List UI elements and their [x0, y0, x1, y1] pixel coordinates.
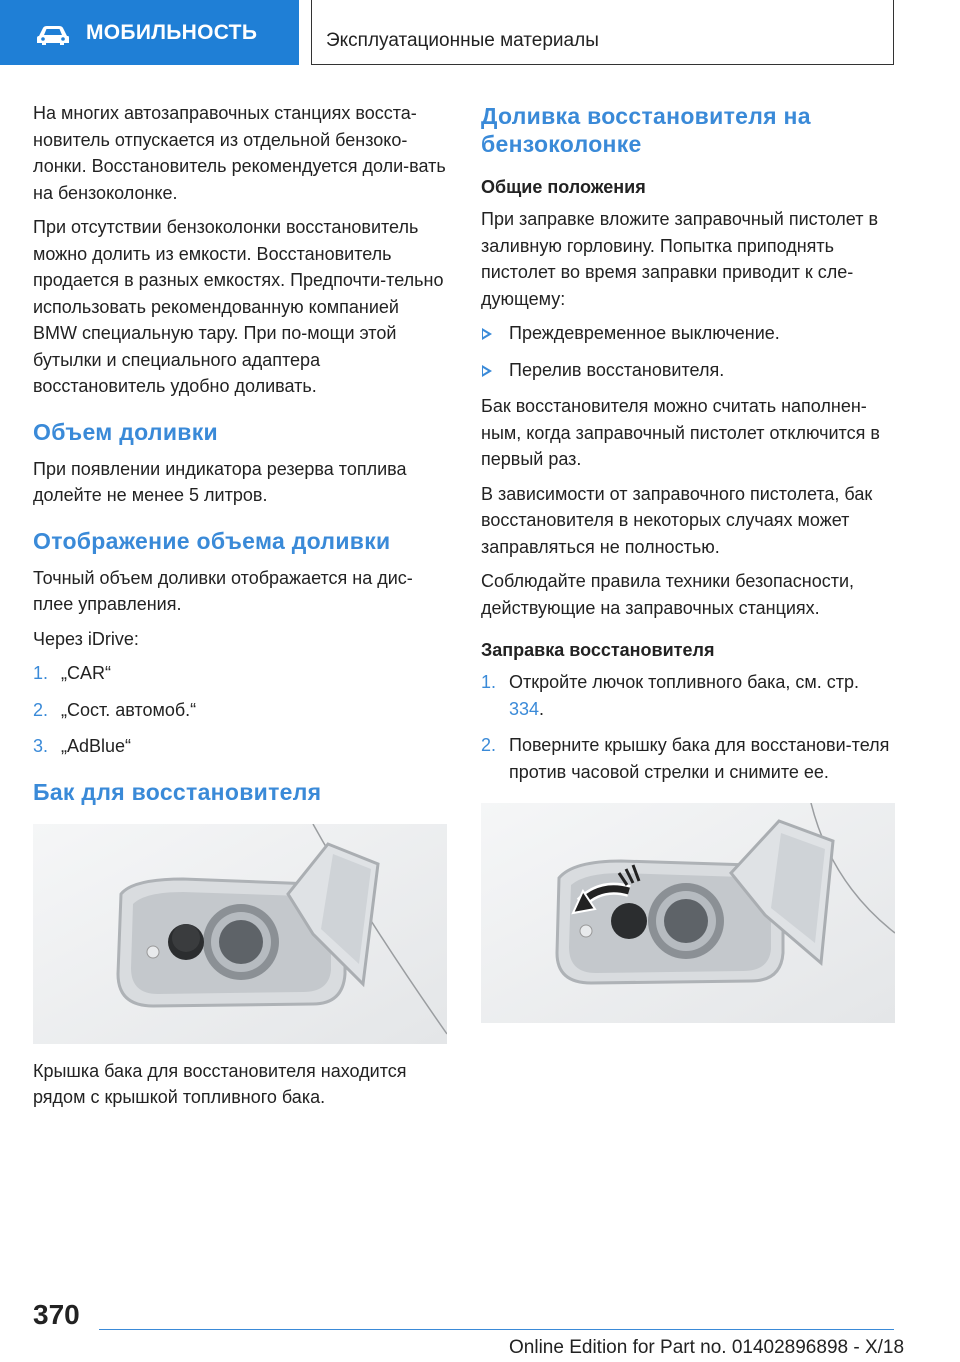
- header-underline: [311, 64, 894, 65]
- triangle-bullet-icon: [482, 365, 492, 377]
- bullet-item: [481, 357, 895, 384]
- car-icon: [36, 24, 70, 46]
- tank-caption: Крышка бака для восстановителя находится рядом с крышкой топливного бака.: [33, 1060, 407, 1107]
- chapter-title: Эксплуатационные материалы: [326, 30, 599, 51]
- section-tab[interactable]: [0, 0, 299, 65]
- display-text: Точный объем доливки отображается на дис-плее управления.: [33, 567, 413, 614]
- idrive-label: Через iDrive:: [33, 628, 139, 649]
- intro-paragraph-2: При отсутствии бензоколонки восстановитель можно долить из емкости. Восстановитель продается в разных емкостях. Предпочти-тельно использовать рекомендованную компанией BMW специальную тару. При по-мощи этой бутылки и специального адаптера восстановитель удобно доливать.: [33, 217, 444, 396]
- step-number: 3.: [33, 736, 49, 756]
- intro-paragraph-1: На многих автозаправочных станциях восста-новитель отпускается из отдельной бензоко-лонки. Восстановитель рекомендуется доли-вать на бензоколонке.: [33, 103, 446, 203]
- heading-display: Отображение объема доливки: [33, 527, 391, 554]
- general-text: При заправке вложите заправочный пистолет в заливную горловину. Попытка приподнять пистолет во время заправки приводит к сле-дующему:: [481, 209, 879, 309]
- safety-text: Соблюдайте правила техники безопасности, действующие на заправочных станциях.: [481, 571, 855, 618]
- footer-edition: Online Edition for Part no. 01402896898 - X/18: [509, 1337, 905, 1358]
- list-item: [481, 732, 895, 785]
- triangle-bullet-icon: [482, 328, 492, 340]
- bullet-text: Перелив восстановителя.: [509, 359, 725, 380]
- step-text: Поверните крышку бака для восстанови-теля против часовой стрелки и снимите ее.: [509, 735, 890, 782]
- header-divider-right: [893, 0, 894, 65]
- step-text: „AdBlue“: [61, 736, 132, 756]
- left-column: [33, 100, 447, 1119]
- list-item: [33, 660, 447, 687]
- section-label: МОБИЛЬНОСТЬ: [86, 21, 258, 44]
- step-number: 1.: [481, 672, 497, 692]
- depends-text: В зависимости от заправочного пистолета, бак восстановителя в некоторых случаях может заправляться не полностью.: [481, 483, 873, 557]
- heading-fill: Доливка восстановителя на бензоколонке: [481, 103, 811, 157]
- cap-removal-image: [481, 803, 895, 1023]
- footer-line: [99, 1329, 894, 1330]
- full-text: Бак восстановителя можно считать наполнен-ным, когда заправочный пистолет отключится в первый раз.: [481, 396, 880, 469]
- page-number: 370: [33, 1299, 80, 1330]
- right-column: [481, 100, 895, 1037]
- heading-general: Общие положения: [481, 177, 646, 197]
- step-number: 2.: [33, 699, 49, 720]
- header-divider-left: [311, 0, 312, 65]
- page-link-334[interactable]: 334: [509, 698, 540, 719]
- heading-tank: Бак для восстановителя: [33, 778, 322, 805]
- list-item: [33, 733, 447, 760]
- fuel-flap-image: [33, 824, 447, 1044]
- heading-refuel: Заправка восстановителя: [481, 640, 715, 660]
- bullet-item: [481, 320, 895, 347]
- step-number: 2.: [481, 735, 497, 755]
- step-text-end: .: [539, 698, 545, 719]
- step-text: Откройте лючок топливного бака, см. стр.: [509, 672, 859, 692]
- list-item: [33, 697, 447, 724]
- heading-volume: Объем доливки: [33, 418, 218, 445]
- list-item: [481, 669, 895, 722]
- step-text: „CAR“: [61, 663, 111, 683]
- step-number: 1.: [33, 663, 49, 683]
- step-text: „Сост. автомоб.“: [61, 699, 197, 720]
- volume-text: При появлении индикатора резерва топлива долейте не менее 5 литров.: [33, 458, 407, 505]
- bullet-text: Преждевременное выключение.: [509, 323, 780, 343]
